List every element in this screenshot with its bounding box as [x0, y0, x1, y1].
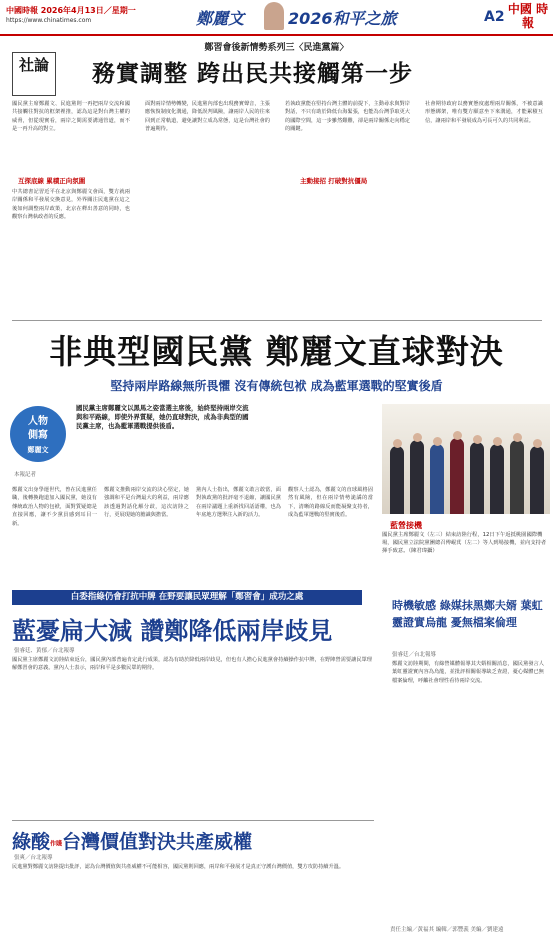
divider	[12, 820, 374, 821]
article-column: 鄭麗文出身學運世代，曾在民進黨任職，後轉換跑道加入國民黨，她沒有傳統政治人物的包袱，面對質疑總是直接回應，讓不少黨員感到耳目一新。	[12, 487, 97, 527]
publication-date: 中國時報 2026年4月13日／星期一	[6, 6, 136, 15]
byline: 本報記者	[14, 472, 37, 478]
badge-label: 側寫	[28, 430, 48, 441]
editorial-headline: 務實調整 跨出民共接觸第一步	[92, 60, 414, 87]
article-column: 黨內人士指出，鄭麗文敢言敢當，面對執政黨的批評毫不退縮，讓國民黨在兩岸議題上重新找回話語權，也為年底地方選舉注入新的活力。	[196, 487, 281, 519]
article-headline: 時機敏感 綠媒抹黑鄭夫婿 葉虹靈證實烏龍 憂無檔案倫理	[392, 599, 543, 629]
avatar	[264, 2, 284, 30]
main-deck: 堅持兩岸路線無所畏懼 沒有傳統包袱 成為藍軍選戰的堅實後盾	[110, 379, 443, 393]
byline: 張睿廷、黃郁／台北報導	[14, 648, 75, 654]
byline: 張爽／台北報導	[14, 855, 53, 861]
news-photo	[382, 404, 550, 514]
article-column: 中共總書記習近平在北京與鄭麗文會面，雙方就兩岸關係和平發展交換意見，外界關注民進黨在這之後如何調整兩岸政策，北京在釋出善意的同時，也觀察台灣執政者的反應。	[12, 189, 130, 221]
page-footer: 責任主編／黃福其 編輯／郭豐義 美編／劉建遠	[390, 927, 504, 933]
byline: 張睿廷／台北報導	[392, 652, 437, 658]
publication-url: https://www.chinatimes.com	[6, 17, 92, 24]
page-header	[0, 0, 553, 36]
divider	[12, 320, 542, 321]
headline-part: 台灣價值對決共產威權	[62, 831, 253, 853]
article-subhead: 主動接招 打破對抗僵局	[300, 177, 368, 185]
editorial-seal: 社論	[12, 52, 56, 96]
article-subhead: 互探底線 累積正向氛圍	[18, 177, 86, 185]
article-column: 社會期待政府以務實態度處理兩岸關係，不被意識形態綁架，唯有雙方願意坐下來溝通，才能累積互信，讓兩岸和平發展成為可長可久的共同利益。	[425, 101, 543, 124]
headline-part: 綠酸	[12, 831, 51, 853]
section-title: 鄭麗文	[196, 9, 245, 28]
photo-caption: 國民黨主席鄭麗文（左三）結束訪陸行程，12日下午返抵桃園國際機場，國民黨立法院黨團總召傅崐萁（左二）等人到場接機，並向支持者揮手致意。（陳君瑋攝）	[382, 532, 547, 555]
main-headline: 非典型國民黨 鄭麗文直球對決	[49, 332, 504, 371]
article-column: 國民黨主席鄭麗文、民進黨則一再把兩岸交流和國共接觸往對抗的框架裡推，認為這是對台灣主權的威脅，但從現實看，兩岸之間需要溝通管道，而不是一再升高的對立。	[12, 101, 130, 133]
headline-tag: 作賤	[50, 840, 63, 848]
article-headline: 藍憂扁大減 讚鄭降低兩岸歧見	[12, 616, 333, 645]
article-column: 若執政黨能在堅持台灣主體的前提下，主動尋求與對岸對話，不只有助於降低台海緊張，也能為台灣爭取更大的國際空間，這一步雖然艱難，卻是兩岸關係走向穩定的關鍵。	[285, 101, 410, 133]
section-banner: 白委指綠仍會打抗中牌 在野要讓民眾理解「鄭習會」成功之處	[12, 590, 362, 605]
page-number: A2	[484, 9, 505, 25]
badge-label: 人物	[28, 416, 48, 427]
newspaper-logo: 中國 時報	[507, 2, 549, 30]
section-subtitle: 2026和平之旅	[288, 9, 397, 28]
series-title: 鄭習會後新情勢系列三〈民進黨篇〉	[204, 43, 349, 53]
profile-badge	[10, 406, 66, 462]
article-headline	[12, 827, 252, 854]
article-body: 國民黨主席鄭麗文訪陸結束返台，國民黨內部普遍肯定此行成果，認為有助於降低兩岸歧見，但也有人擔心民進黨會持續操作抗中牌，在野陣營需要讓民眾理解鄭習會的意義。黨內人士表示，兩岸和平是多數民眾的期待。	[12, 657, 372, 672]
article-body: 鄭麗文訪陸期間，有綠營媒體報導其夫婿相關消息，國民黨發言人葉虹靈證實內容為烏龍，並批評相關報導缺乏查證，憂心媒體已無檔案倫理，呼籲社會理性看待兩岸交流。	[392, 661, 544, 684]
photo-title: 藍營接機	[390, 521, 422, 530]
main-intro: 國民黨主席鄭麗文以黑馬之姿當選主席後，始終堅持兩岸交流與和平路線，即使外界質疑，她仍直球對決，成為非典型的國民黨主席，也為藍軍選戰提供後盾。	[76, 404, 249, 430]
badge-name: 鄭麗文	[27, 446, 49, 454]
article-column: 鄭麗文推動兩岸交流的決心堅定，她強調和平是台灣最大的利益，兩岸應該透過對話化解分歧，這次訪陸之行，更展現她的膽識與擔當。	[104, 487, 189, 519]
article-column: 觀察人士認為，鄭麗文的直球風格固然有風險，但在兩岸情勢詭譎的當下，清晰的路線反而能凝聚支持者，成為藍軍選戰的堅實後盾。	[288, 487, 373, 519]
article-column: 面對兩岸情勢轉變，民進黨內部也出現務實聲音，主張應恢復制度化溝通，降低誤判風險，讓兩岸人民的往來回到正常軌道，避免讓對立成為常態，這是台灣社會的普遍期待。	[145, 101, 270, 133]
article-body: 民進黨對鄭麗文訪陸提出批評，認為台灣價值與共產威權不可能相容，國民黨則回應，兩岸和平發展才是真正守護台灣價值，雙方攻防持續升溫。	[12, 864, 345, 870]
